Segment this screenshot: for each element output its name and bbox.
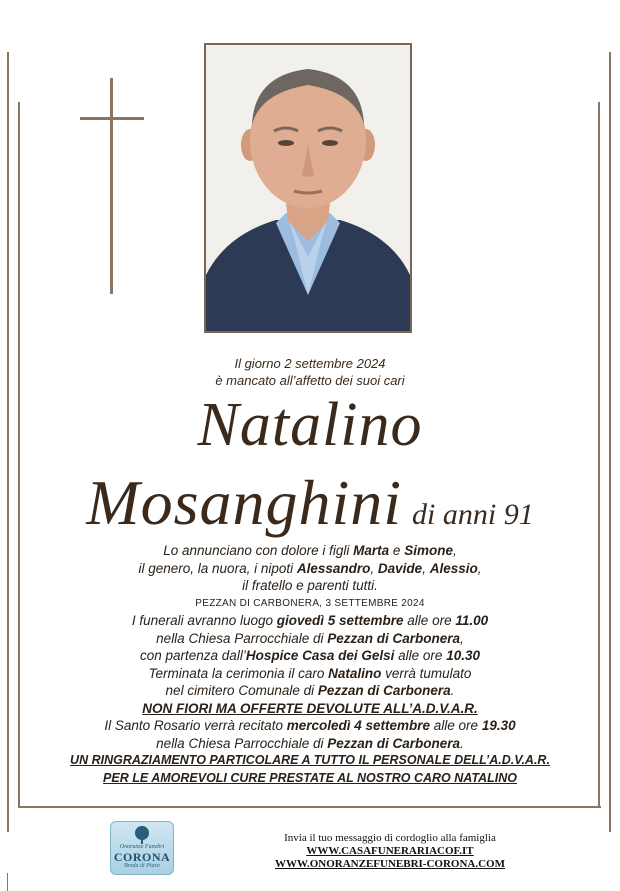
tree-icon	[132, 826, 152, 844]
funeral-line-2: nella Chiesa Parrocchiale di Pezzan di Carbonera,	[156, 630, 464, 646]
logo-top-text: Onoranze Funebri	[119, 844, 165, 850]
contact-block	[230, 832, 550, 871]
place-date: PEZZAN DI CARBONERA, 3 SETTEMBRE 2024	[195, 597, 425, 609]
intro-line-1: Il giorno 2 settembre 2024	[234, 356, 386, 371]
footer-divider	[18, 806, 601, 808]
thanks-line-2: PER LE AMOREVOLI CURE PRESTATE AL NOSTRO CARO NATALINO	[103, 770, 517, 785]
first-name: Natalino	[197, 391, 423, 459]
thanks-line-1: UN RINGRAZIAMENTO PARTICOLARE A TUTTO IL PERSONALE DELL’A.D.V.A.R.	[70, 753, 550, 767]
rosary-line-2: nella Chiesa Parrocchiale di Pezzan di Carbonera.	[156, 735, 464, 751]
funeral-line-1: I funerali avranno luogo giovedì 5 settembre alle ore 11.00	[131, 613, 489, 628]
announcement-line-3: il fratello e parenti tutti.	[242, 578, 378, 593]
announcement-line-1: Lo annunciano con dolore i figli Marta e Simone,	[163, 543, 457, 558]
logo-bottom-text: Breda di Piave	[124, 863, 160, 869]
last-name: Mosanghini	[86, 467, 403, 538]
funeral-line-4: Terminata la cerimonia il caro Natalino verrà tumulato	[148, 665, 472, 681]
rosary-line-1: Il Santo Rosario verrà recitato mercoledì 4 settembre alle ore 19.30	[104, 718, 516, 733]
funeral-line-3: con partenza dall’Hospice Casa dei Gelsi alle ore 10.30	[140, 648, 480, 663]
funeral-home-logo	[110, 821, 174, 875]
intro-line-2: è mancato all’affetto dei suoi cari	[215, 373, 405, 388]
age-text: di anni 91	[412, 498, 534, 531]
website-link-1[interactable]: WWW.CASAFUNERARIACOF.IT	[306, 845, 474, 857]
funeral-line-5: nel cimitero Comunale di Pezzan di Carbonera.	[165, 683, 455, 698]
condolence-message: Invia il tuo messaggio di cordoglio alla famiglia	[284, 832, 496, 844]
no-flowers-notice: NON FIORI MA OFFERTE DEVOLUTE ALL’A.D.V.A.R.	[142, 700, 478, 716]
frame-line-bottom-left-tick	[7, 873, 8, 891]
announcement-line-2: il genero, la nuora, i nipoti Alessandro, Davide, Alessio,	[138, 560, 482, 576]
name-line	[0, 466, 620, 540]
website-link-2[interactable]: WWW.ONORANZEFUNEBRI-CORONA.COM	[275, 858, 505, 870]
portrait-photo	[204, 43, 412, 333]
announcement-block	[0, 542, 620, 787]
logo-name: CORONA	[113, 850, 171, 864]
